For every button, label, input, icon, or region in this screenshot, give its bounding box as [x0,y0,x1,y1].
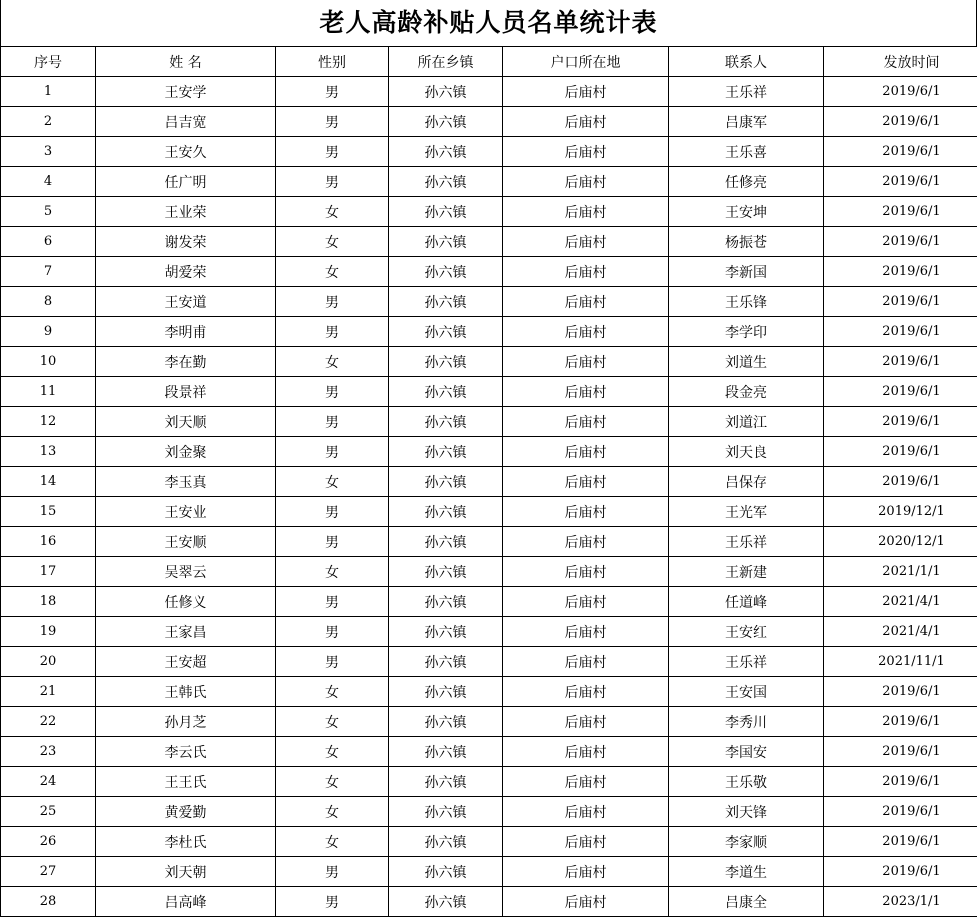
cell-issue-date[interactable]: 2019/6/1 [824,407,977,437]
cell-registered-residence[interactable]: 后庙村 [503,647,669,677]
cell-issue-date[interactable]: 2021/4/1 [824,587,977,617]
cell-township[interactable]: 孙六镇 [389,737,503,767]
cell-gender[interactable]: 男 [276,77,389,107]
cell-name[interactable]: 任广明 [96,167,276,197]
cell-serial[interactable]: 11 [1,377,96,407]
cell-contact[interactable]: 任道峰 [669,587,824,617]
cell-registered-residence[interactable]: 后庙村 [503,407,669,437]
cell-contact[interactable]: 吕康军 [669,107,824,137]
cell-issue-date[interactable]: 2019/6/1 [824,377,977,407]
cell-registered-residence[interactable]: 后庙村 [503,557,669,587]
cell-serial[interactable]: 18 [1,587,96,617]
cell-gender[interactable]: 女 [276,767,389,797]
cell-township[interactable]: 孙六镇 [389,527,503,557]
cell-serial[interactable]: 23 [1,737,96,767]
cell-contact[interactable]: 王乐祥 [669,527,824,557]
cell-serial[interactable]: 7 [1,257,96,287]
cell-gender[interactable]: 男 [276,647,389,677]
cell-issue-date[interactable]: 2019/6/1 [824,827,977,857]
cell-serial[interactable]: 13 [1,437,96,467]
cell-township[interactable]: 孙六镇 [389,797,503,827]
cell-registered-residence[interactable]: 后庙村 [503,347,669,377]
cell-registered-residence[interactable]: 后庙村 [503,527,669,557]
cell-serial[interactable]: 8 [1,287,96,317]
table-row [1,797,977,827]
table-row [1,167,977,197]
cell-contact[interactable]: 杨振苍 [669,227,824,257]
cell-issue-date[interactable]: 2019/6/1 [824,287,977,317]
cell-contact[interactable]: 王乐敬 [669,767,824,797]
cell-township[interactable]: 孙六镇 [389,107,503,137]
cell-township[interactable]: 孙六镇 [389,227,503,257]
cell-name[interactable]: 任修义 [96,587,276,617]
table-row [1,377,977,407]
cell-name[interactable]: 王安久 [96,137,276,167]
cell-gender[interactable]: 男 [276,587,389,617]
cell-township[interactable]: 孙六镇 [389,257,503,287]
cell-gender[interactable]: 女 [276,197,389,227]
cell-serial[interactable]: 3 [1,137,96,167]
cell-serial[interactable]: 4 [1,167,96,197]
cell-name[interactable]: 段景祥 [96,377,276,407]
cell-name[interactable]: 王安道 [96,287,276,317]
cell-gender[interactable]: 男 [276,437,389,467]
table-row [1,737,977,767]
sheet-title: 老人高龄补贴人员名单统计表 [0,0,977,46]
cell-issue-date[interactable]: 2019/6/1 [824,737,977,767]
cell-name[interactable]: 刘金聚 [96,437,276,467]
cell-registered-residence[interactable]: 后庙村 [503,737,669,767]
cell-registered-residence[interactable]: 后庙村 [503,107,669,137]
cell-name[interactable]: 王业荣 [96,197,276,227]
cell-name[interactable]: 李杜氏 [96,827,276,857]
table-row [1,527,977,557]
cell-registered-residence[interactable]: 后庙村 [503,287,669,317]
table-row [1,557,977,587]
cell-township[interactable]: 孙六镇 [389,377,503,407]
cell-issue-date[interactable]: 2019/6/1 [824,857,977,887]
cell-gender[interactable]: 女 [276,347,389,377]
cell-serial[interactable]: 22 [1,707,96,737]
cell-gender[interactable]: 男 [276,377,389,407]
cell-issue-date[interactable]: 2019/6/1 [824,167,977,197]
cell-township[interactable]: 孙六镇 [389,467,503,497]
cell-gender[interactable]: 男 [276,857,389,887]
header-name[interactable]: 姓 名 [96,47,276,77]
cell-name[interactable]: 刘天朝 [96,857,276,887]
cell-township[interactable]: 孙六镇 [389,827,503,857]
table-header [1,47,977,77]
cell-issue-date[interactable]: 2019/6/1 [824,107,977,137]
cell-contact[interactable]: 刘道生 [669,347,824,377]
cell-gender[interactable]: 女 [276,827,389,857]
table-row [1,857,977,887]
header-contact[interactable]: 联系人 [669,47,824,77]
cell-serial[interactable]: 20 [1,647,96,677]
cell-contact[interactable]: 王安红 [669,617,824,647]
cell-serial[interactable]: 24 [1,767,96,797]
cell-contact[interactable]: 李新国 [669,257,824,287]
cell-gender[interactable]: 女 [276,257,389,287]
cell-contact[interactable]: 刘天锋 [669,797,824,827]
cell-registered-residence[interactable]: 后庙村 [503,77,669,107]
cell-contact[interactable]: 任修亮 [669,167,824,197]
cell-contact[interactable]: 王安国 [669,677,824,707]
cell-issue-date[interactable]: 2020/12/1 [824,527,977,557]
table-row [1,587,977,617]
cell-registered-residence[interactable]: 后庙村 [503,137,669,167]
cell-name[interactable]: 吴翠云 [96,557,276,587]
table-row [1,497,977,527]
cell-gender[interactable]: 男 [276,887,389,917]
cell-name[interactable]: 王安超 [96,647,276,677]
cell-contact[interactable]: 王乐祥 [669,647,824,677]
table-row [1,767,977,797]
cell-name[interactable]: 吕吉宽 [96,107,276,137]
table-row [1,617,977,647]
cell-township[interactable]: 孙六镇 [389,407,503,437]
table-row [1,437,977,467]
cell-serial[interactable]: 26 [1,827,96,857]
cell-township[interactable]: 孙六镇 [389,77,503,107]
cell-gender[interactable]: 女 [276,737,389,767]
cell-name[interactable]: 谢发荣 [96,227,276,257]
table-row [1,347,977,377]
table-row [1,77,977,107]
cell-registered-residence[interactable]: 后庙村 [503,497,669,527]
cell-registered-residence[interactable]: 后庙村 [503,467,669,497]
table-body [1,77,977,917]
cell-gender[interactable]: 女 [276,557,389,587]
cell-serial[interactable]: 6 [1,227,96,257]
cell-serial[interactable]: 25 [1,797,96,827]
header-serial[interactable]: 序号 [1,47,96,77]
cell-name[interactable]: 王安学 [96,77,276,107]
cell-township[interactable]: 孙六镇 [389,617,503,647]
cell-name[interactable]: 王韩氏 [96,677,276,707]
cell-contact[interactable]: 段金亮 [669,377,824,407]
cell-contact[interactable]: 王安坤 [669,197,824,227]
cell-registered-residence[interactable]: 后庙村 [503,197,669,227]
table-row [1,227,977,257]
header-gender[interactable]: 性别 [276,47,389,77]
cell-name[interactable]: 胡爱荣 [96,257,276,287]
cell-township[interactable]: 孙六镇 [389,677,503,707]
cell-township[interactable]: 孙六镇 [389,437,503,467]
cell-name[interactable]: 吕高峰 [96,887,276,917]
cell-name[interactable]: 王王氏 [96,767,276,797]
cell-issue-date[interactable]: 2019/6/1 [824,767,977,797]
cell-serial[interactable]: 9 [1,317,96,347]
cell-serial[interactable]: 14 [1,467,96,497]
cell-township[interactable]: 孙六镇 [389,167,503,197]
table-row [1,707,977,737]
cell-registered-residence[interactable]: 后庙村 [503,887,669,917]
cell-gender[interactable]: 男 [276,137,389,167]
cell-gender[interactable]: 男 [276,167,389,197]
cell-issue-date[interactable]: 2019/6/1 [824,77,977,107]
cell-registered-residence[interactable]: 后庙村 [503,797,669,827]
cell-registered-residence[interactable]: 后庙村 [503,317,669,347]
cell-gender[interactable]: 男 [276,287,389,317]
cell-registered-residence[interactable]: 后庙村 [503,257,669,287]
cell-issue-date[interactable]: 2021/1/1 [824,557,977,587]
cell-registered-residence[interactable]: 后庙村 [503,677,669,707]
cell-contact[interactable]: 李道生 [669,857,824,887]
cell-issue-date[interactable]: 2019/6/1 [824,317,977,347]
cell-contact[interactable]: 李秀川 [669,707,824,737]
cell-issue-date[interactable]: 2019/6/1 [824,137,977,167]
cell-issue-date[interactable]: 2019/6/1 [824,797,977,827]
header-row [1,47,977,77]
cell-issue-date[interactable]: 2019/6/1 [824,347,977,377]
cell-contact[interactable]: 吕康全 [669,887,824,917]
cell-name[interactable]: 李玉真 [96,467,276,497]
header-issue-date[interactable]: 发放时间 [824,47,977,77]
cell-contact[interactable]: 李家顺 [669,827,824,857]
cell-contact[interactable]: 王乐祥 [669,77,824,107]
cell-serial[interactable]: 21 [1,677,96,707]
cell-registered-residence[interactable]: 后庙村 [503,437,669,467]
cell-issue-date[interactable]: 2019/6/1 [824,677,977,707]
header-registered-residence[interactable]: 户口所在地 [503,47,669,77]
table-row [1,197,977,227]
cell-contact[interactable]: 李学印 [669,317,824,347]
cell-serial[interactable]: 19 [1,617,96,647]
cell-issue-date[interactable]: 2019/6/1 [824,257,977,287]
cell-serial[interactable]: 17 [1,557,96,587]
table-row [1,677,977,707]
cell-gender[interactable]: 男 [276,407,389,437]
cell-township[interactable]: 孙六镇 [389,857,503,887]
cell-issue-date[interactable]: 2019/6/1 [824,227,977,257]
cell-registered-residence[interactable]: 后庙村 [503,827,669,857]
table-row [1,317,977,347]
cell-name[interactable]: 刘天顺 [96,407,276,437]
cell-registered-residence[interactable]: 后庙村 [503,227,669,257]
cell-township[interactable]: 孙六镇 [389,317,503,347]
cell-township[interactable]: 孙六镇 [389,647,503,677]
cell-name[interactable]: 孙月芝 [96,707,276,737]
table-row [1,257,977,287]
cell-contact[interactable]: 刘天良 [669,437,824,467]
cell-contact[interactable]: 李国安 [669,737,824,767]
cell-township[interactable]: 孙六镇 [389,557,503,587]
table-row [1,467,977,497]
cell-name[interactable]: 王安顺 [96,527,276,557]
cell-gender[interactable]: 女 [276,677,389,707]
cell-gender[interactable]: 男 [276,107,389,137]
table-row [1,107,977,137]
cell-name[interactable]: 王家昌 [96,617,276,647]
cell-serial[interactable]: 15 [1,497,96,527]
cell-serial[interactable]: 12 [1,407,96,437]
cell-serial[interactable]: 5 [1,197,96,227]
cell-registered-residence[interactable]: 后庙村 [503,167,669,197]
table-row [1,407,977,437]
cell-township[interactable]: 孙六镇 [389,137,503,167]
cell-issue-date[interactable]: 2021/4/1 [824,617,977,647]
cell-issue-date[interactable]: 2019/6/1 [824,707,977,737]
cell-name[interactable]: 王安业 [96,497,276,527]
cell-registered-residence[interactable]: 后庙村 [503,767,669,797]
cell-serial[interactable]: 28 [1,887,96,917]
subsidy-table [0,46,977,917]
cell-issue-date[interactable]: 2019/6/1 [824,197,977,227]
cell-gender[interactable]: 女 [276,707,389,737]
table-row [1,647,977,677]
cell-issue-date[interactable]: 2019/6/1 [824,467,977,497]
cell-name[interactable]: 李在勤 [96,347,276,377]
cell-issue-date[interactable]: 2023/1/1 [824,887,977,917]
cell-serial[interactable]: 1 [1,77,96,107]
cell-registered-residence[interactable]: 后庙村 [503,707,669,737]
cell-contact[interactable]: 王乐喜 [669,137,824,167]
cell-issue-date[interactable]: 2019/6/1 [824,437,977,467]
table-row [1,287,977,317]
table-row [1,827,977,857]
cell-township[interactable]: 孙六镇 [389,347,503,377]
cell-contact[interactable]: 王新建 [669,557,824,587]
cell-township[interactable]: 孙六镇 [389,197,503,227]
cell-issue-date[interactable]: 2019/12/1 [824,497,977,527]
cell-gender[interactable]: 女 [276,467,389,497]
cell-serial[interactable]: 16 [1,527,96,557]
cell-contact[interactable]: 吕保存 [669,467,824,497]
cell-registered-residence[interactable]: 后庙村 [503,617,669,647]
cell-name[interactable]: 黄爱勤 [96,797,276,827]
cell-gender[interactable]: 男 [276,317,389,347]
cell-registered-residence[interactable]: 后庙村 [503,377,669,407]
cell-township[interactable]: 孙六镇 [389,497,503,527]
header-township[interactable]: 所在乡镇 [389,47,503,77]
cell-gender[interactable]: 男 [276,497,389,527]
cell-township[interactable]: 孙六镇 [389,767,503,797]
cell-contact[interactable]: 王乐锋 [669,287,824,317]
cell-serial[interactable]: 27 [1,857,96,887]
cell-name[interactable]: 李明甫 [96,317,276,347]
cell-serial[interactable]: 2 [1,107,96,137]
table-row [1,137,977,167]
cell-gender[interactable]: 女 [276,227,389,257]
cell-contact[interactable]: 刘道江 [669,407,824,437]
cell-name[interactable]: 李云氏 [96,737,276,767]
cell-township[interactable]: 孙六镇 [389,707,503,737]
cell-township[interactable]: 孙六镇 [389,887,503,917]
cell-gender[interactable]: 女 [276,797,389,827]
cell-issue-date[interactable]: 2021/11/1 [824,647,977,677]
cell-contact[interactable]: 王光军 [669,497,824,527]
cell-township[interactable]: 孙六镇 [389,287,503,317]
cell-gender[interactable]: 男 [276,527,389,557]
cell-registered-residence[interactable]: 后庙村 [503,857,669,887]
cell-township[interactable]: 孙六镇 [389,587,503,617]
cell-registered-residence[interactable]: 后庙村 [503,587,669,617]
cell-serial[interactable]: 10 [1,347,96,377]
table-row [1,887,977,917]
cell-gender[interactable]: 男 [276,617,389,647]
